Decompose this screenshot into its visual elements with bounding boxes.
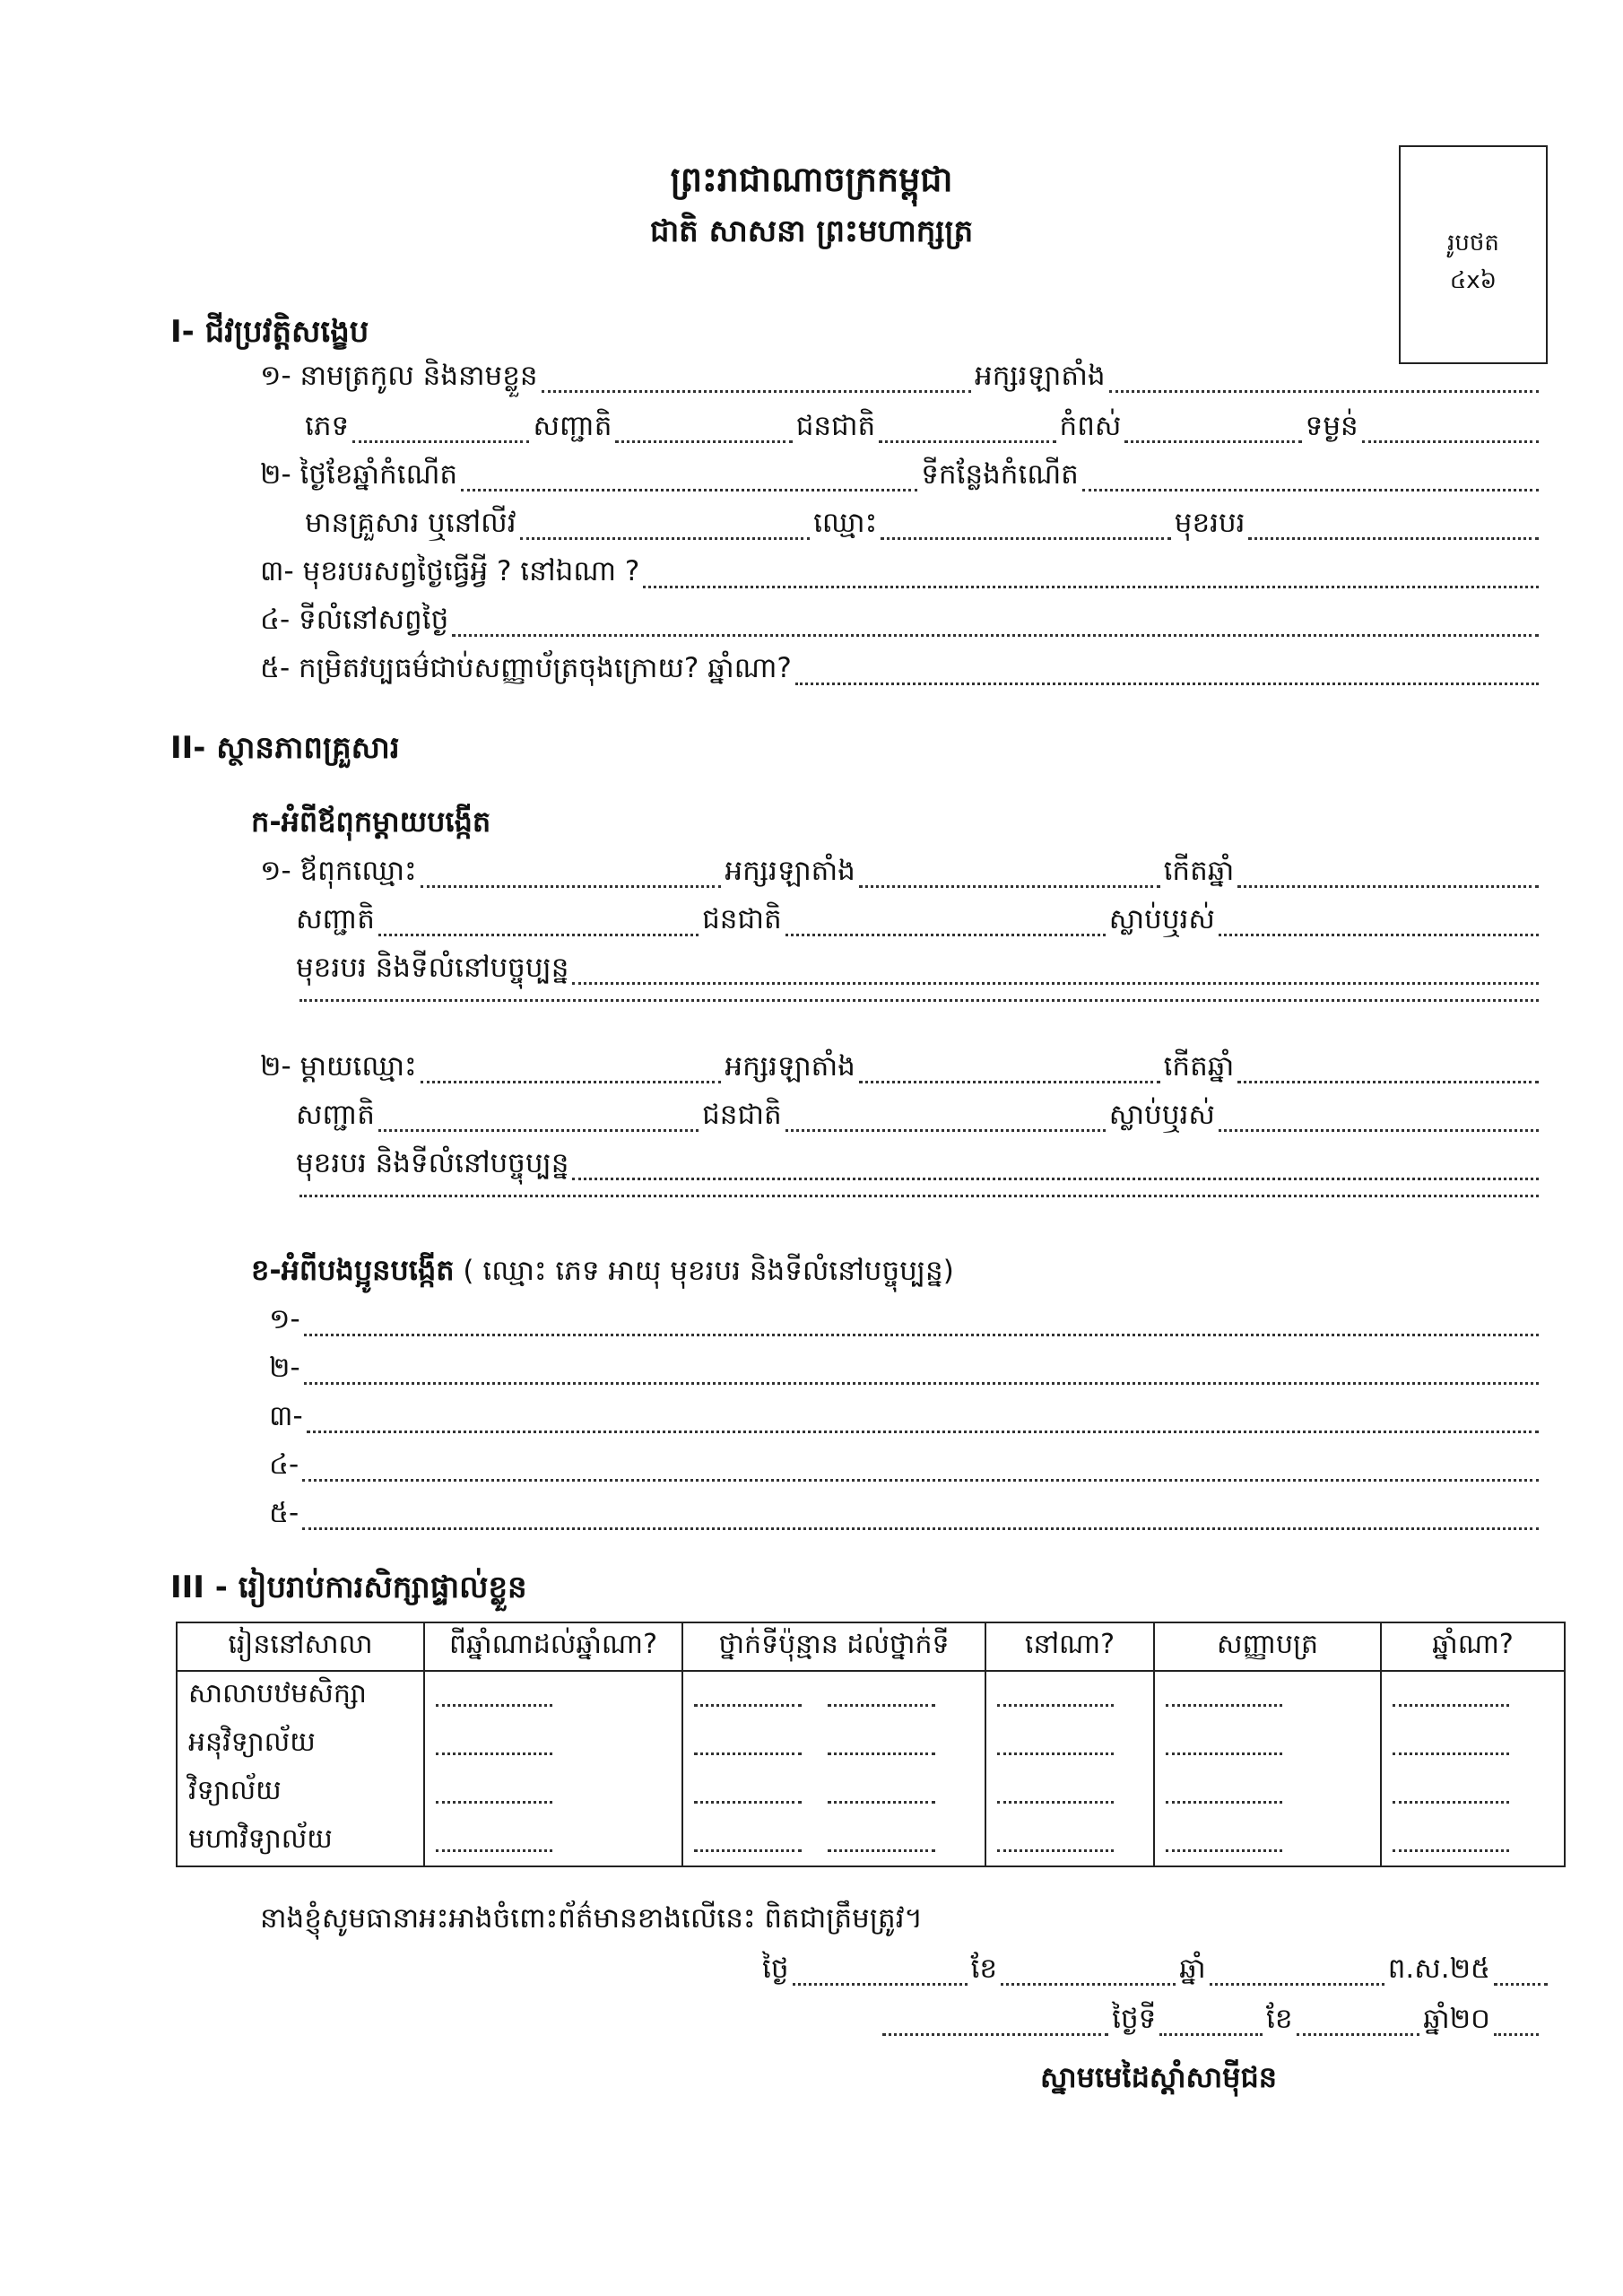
diploma-cell[interactable] — [1154, 1720, 1381, 1769]
field-mother-ethnicity[interactable] — [785, 1129, 1106, 1132]
label-mother-birth-year: កើតឆ្នាំ — [1163, 1050, 1235, 1083]
sibling-row — [269, 1302, 1542, 1343]
location-cell[interactable] — [985, 1769, 1154, 1817]
field-lunar-month[interactable] — [1001, 1983, 1176, 1986]
diploma-cell[interactable] — [1154, 1769, 1381, 1817]
label-mother-name: ២- ម្តាយឈ្មោះ — [260, 1050, 417, 1083]
field-lunar-year[interactable] — [1210, 1983, 1384, 1986]
field-sibling-2[interactable] — [304, 1382, 1539, 1385]
photo-box — [1399, 145, 1548, 364]
education-table — [176, 1622, 1566, 1867]
field-place[interactable] — [882, 2033, 1108, 2036]
diploma-cell[interactable] — [1154, 1817, 1381, 1866]
school-level-cell: សាលាបឋមសិក្សា — [177, 1671, 424, 1720]
field-marital-status[interactable] — [520, 537, 811, 540]
sibling-row — [269, 1351, 1542, 1391]
sibling-row — [269, 1448, 1542, 1488]
section-1-title: I- ជីវប្រវត្តិសង្ខេប — [170, 314, 369, 350]
sibling-number: ១- — [269, 1303, 300, 1335]
field-father-nationality[interactable] — [378, 934, 699, 936]
diploma-cell[interactable] — [1154, 1671, 1381, 1720]
grade-cell[interactable] — [682, 1769, 985, 1817]
label-education-level: ៥- កម្រិតវប្បធម៌ជាប់សញ្ញាប័ត្រចុងក្រោយ? ឆ្នាំណា? — [260, 652, 792, 684]
label-mother-latin: អក្សរឡាតាំង — [725, 1050, 855, 1083]
field-buddhist-era[interactable] — [1494, 1983, 1548, 1986]
field-current-occupation[interactable] — [643, 586, 1539, 588]
parents-title: ក-អំពីឪពុកម្តាយបង្កើត — [251, 804, 491, 839]
field-height[interactable] — [1124, 440, 1301, 443]
field-latin-name[interactable] — [1109, 390, 1539, 393]
field-solar-year[interactable] — [1494, 2033, 1539, 2036]
label-buddhist-era: ព.ស.២៥ — [1387, 1952, 1490, 1985]
years-cell[interactable] — [424, 1720, 682, 1769]
school-level-cell: អនុវិទ្យាល័យ — [177, 1720, 424, 1769]
field-mother-name[interactable] — [421, 1081, 722, 1083]
label-lunar-month: ខែ — [970, 1952, 998, 1985]
field-mother-nationality[interactable] — [378, 1129, 699, 1132]
label-father-nationality: សញ្ជាតិ — [296, 903, 375, 935]
label-father-occupation: មុខរបរ និងទីលំនៅបច្ចុប្បន្ន — [296, 952, 569, 984]
label-marital-status: មានគ្រួសារ ឬនៅលីវ — [305, 507, 516, 539]
signature-label: ស្នាមមេដៃស្តាំសាម៉ីជន — [1040, 2060, 1278, 2094]
label-father-birth-year: កើតឆ្នាំ — [1163, 855, 1235, 887]
field-father-ethnicity[interactable] — [785, 934, 1106, 936]
marital-row — [305, 506, 1542, 546]
label-father-alive: ស្លាប់ឬរស់ — [1108, 903, 1215, 935]
location-cell[interactable] — [985, 1671, 1154, 1720]
label-mother-alive: ស្លាប់ឬរស់ — [1108, 1099, 1215, 1131]
kingdom-title: ព្រះរាជាណាចក្រកម្ពុជា — [670, 160, 953, 199]
label-ethnicity: ជនជាតិ — [795, 410, 876, 442]
table-row — [177, 1671, 1565, 1720]
certification-statement: នាងខ្ញុំសូមធានាអះអាងចំពោះព័ត៌មានខាងលើនេះ ពិតជាត្រឹមត្រូវ។ — [260, 1902, 923, 1935]
years-cell[interactable] — [424, 1671, 682, 1720]
year-cell[interactable] — [1381, 1720, 1565, 1769]
photo-size: ៤x៦ — [1449, 267, 1497, 294]
section-3-title: III - រៀបរាប់ការសិក្សាផ្ទាល់ខ្លួន — [170, 1570, 527, 1605]
field-ethnicity[interactable] — [879, 440, 1055, 443]
label-father-ethnicity: ជនជាតិ — [702, 903, 782, 935]
grade-cell[interactable] — [682, 1671, 985, 1720]
label-mother-nationality: សញ្ជាតិ — [296, 1099, 375, 1131]
field-sibling-1[interactable] — [304, 1334, 1539, 1336]
field-father-birth-year[interactable] — [1237, 885, 1539, 888]
label-current-address: ៤- ទីលំនៅសព្វថ្ងៃ — [260, 604, 449, 636]
table-row — [177, 1769, 1565, 1817]
sibling-row — [269, 1496, 1542, 1536]
grade-cell[interactable] — [682, 1720, 985, 1769]
address-row — [260, 603, 1542, 643]
field-weight[interactable] — [1362, 440, 1539, 443]
label-lunar-day: ថ្ងៃ — [762, 1952, 789, 1985]
col-school: រៀននៅសាលា — [177, 1622, 424, 1671]
name-row — [260, 359, 1542, 399]
siblings-note: ( ឈ្មោះ ភេទ អាយុ មុខរបរ និងទីលំនៅបច្ចុប្បន្ន) — [463, 1255, 954, 1287]
label-father-name: ១- ឪពុកឈ្មោះ — [260, 855, 417, 887]
lunar-date-row — [762, 1952, 1551, 1992]
label-birth-place: ទីកន្លែងកំណើត — [921, 458, 1079, 491]
sibling-row — [269, 1399, 1542, 1439]
field-birth-date[interactable] — [461, 489, 917, 491]
field-spouse-name[interactable] — [881, 537, 1171, 540]
table-header-row — [177, 1622, 1565, 1671]
field-education-level[interactable] — [795, 683, 1539, 685]
location-cell[interactable] — [985, 1817, 1154, 1866]
siblings-title: ខ-អំពីបងប្អូនបង្កើត — [251, 1253, 455, 1287]
label-current-occupation: ៣- មុខរបរសព្វថ្ងៃធ្វើអ្វី ? នៅឯណា ? — [260, 555, 640, 587]
col-diploma: សញ្ញាបត្រ — [1154, 1622, 1381, 1671]
national-motto: ជាតិ សាសនា ព្រះមហាក្សត្រ — [649, 213, 974, 249]
col-grade: ថ្នាក់ទីប៉ុន្មាន ដល់ថ្នាក់ទី — [682, 1622, 985, 1671]
label-father-latin: អក្សរឡាតាំង — [725, 855, 855, 887]
field-father-latin[interactable] — [859, 885, 1160, 888]
mother-row-3 — [296, 1146, 1542, 1187]
sibling-number: ៣- — [269, 1400, 303, 1432]
education-level-row — [260, 651, 1542, 691]
years-cell[interactable] — [424, 1817, 682, 1866]
personal-row — [305, 409, 1542, 449]
father-row-1 — [260, 854, 1542, 894]
label-solar-day: ថ្ងៃទី — [1112, 2003, 1157, 2035]
field-father-occupation-cont[interactable] — [299, 999, 1539, 1002]
field-mother-occupation[interactable] — [572, 1178, 1539, 1180]
photo-label: រូបថត — [1447, 230, 1499, 257]
field-sibling-4[interactable] — [302, 1479, 1539, 1482]
siblings-heading — [251, 1252, 954, 1294]
label-spouse-name: ឈ្មោះ — [813, 507, 878, 539]
label-mother-occupation: មុខរបរ និងទីលំនៅបច្ចុប្បន្ន — [296, 1147, 569, 1179]
years-cell[interactable] — [424, 1769, 682, 1817]
col-year: ឆ្នាំណា? — [1381, 1622, 1565, 1671]
field-mother-latin[interactable] — [859, 1081, 1160, 1083]
label-sex: ភេទ — [305, 410, 350, 442]
field-solar-day[interactable] — [1159, 2033, 1263, 2036]
label-lunar-year: ឆ្នាំ — [1179, 1952, 1206, 1985]
grade-cell[interactable] — [682, 1817, 985, 1866]
label-latin-name: អក្សរឡាតាំង — [975, 360, 1106, 392]
school-level-cell: មហាវិទ្យាល័យ — [177, 1817, 424, 1866]
occupation-row — [260, 554, 1542, 595]
sibling-number: ២- — [269, 1352, 300, 1384]
father-row-4 — [296, 999, 1542, 1008]
field-sibling-3[interactable] — [307, 1431, 1539, 1433]
label-solar-year: ឆ្នាំ២០ — [1423, 2003, 1490, 2035]
table-row — [177, 1720, 1565, 1769]
label-mother-ethnicity: ជនជាតិ — [702, 1099, 782, 1131]
field-solar-month[interactable] — [1297, 2033, 1420, 2036]
label-nationality: សញ្ជាតិ — [533, 410, 612, 442]
field-nationality[interactable] — [615, 440, 792, 443]
field-mother-birth-year[interactable] — [1237, 1081, 1539, 1083]
field-father-name[interactable] — [421, 885, 722, 888]
label-full-name: ១- នាមត្រកូល និងនាមខ្លួន — [260, 360, 538, 392]
field-lunar-day[interactable] — [793, 1983, 968, 1986]
mother-row-4 — [296, 1195, 1542, 1204]
location-cell[interactable] — [985, 1720, 1154, 1769]
father-row-3 — [296, 951, 1542, 991]
father-row-2 — [296, 902, 1542, 943]
school-level-cell: វិទ្យាល័យ — [177, 1769, 424, 1817]
col-years: ពីឆ្នាំណាដល់ឆ្នាំណា? — [424, 1622, 682, 1671]
year-cell[interactable] — [1381, 1817, 1565, 1866]
field-father-alive[interactable] — [1219, 934, 1539, 936]
field-full-name[interactable] — [542, 390, 971, 393]
section-2-title: II- ស្ថានភាពគ្រួសារ — [170, 730, 400, 766]
col-location: នៅណា? — [985, 1622, 1154, 1671]
field-sex[interactable] — [352, 440, 529, 443]
field-current-address[interactable] — [452, 634, 1539, 637]
label-spouse-occupation: មុខរបរ — [1174, 507, 1245, 539]
label-height: កំពស់ — [1059, 410, 1122, 442]
field-father-occupation[interactable] — [572, 982, 1539, 985]
label-birth-date: ២- ថ្ងៃខែឆ្នាំកំណើត — [260, 458, 458, 491]
birth-row — [260, 457, 1542, 498]
field-mother-occupation-cont[interactable] — [299, 1195, 1539, 1197]
sibling-number: ៥- — [269, 1497, 299, 1529]
field-sibling-5[interactable] — [302, 1527, 1539, 1530]
field-mother-alive[interactable] — [1219, 1129, 1539, 1132]
label-solar-month: ខែ — [1265, 2003, 1293, 2035]
mother-row-2 — [296, 1098, 1542, 1138]
table-row — [177, 1817, 1565, 1866]
year-cell[interactable] — [1381, 1769, 1565, 1817]
mother-row-1 — [260, 1049, 1542, 1090]
year-cell[interactable] — [1381, 1671, 1565, 1720]
label-weight: ទម្ងន់ — [1305, 410, 1358, 442]
field-spouse-occupation[interactable] — [1248, 537, 1539, 540]
sibling-number: ៤- — [269, 1448, 299, 1481]
field-birth-place[interactable] — [1082, 489, 1539, 491]
solar-date-row — [879, 2002, 1542, 2042]
